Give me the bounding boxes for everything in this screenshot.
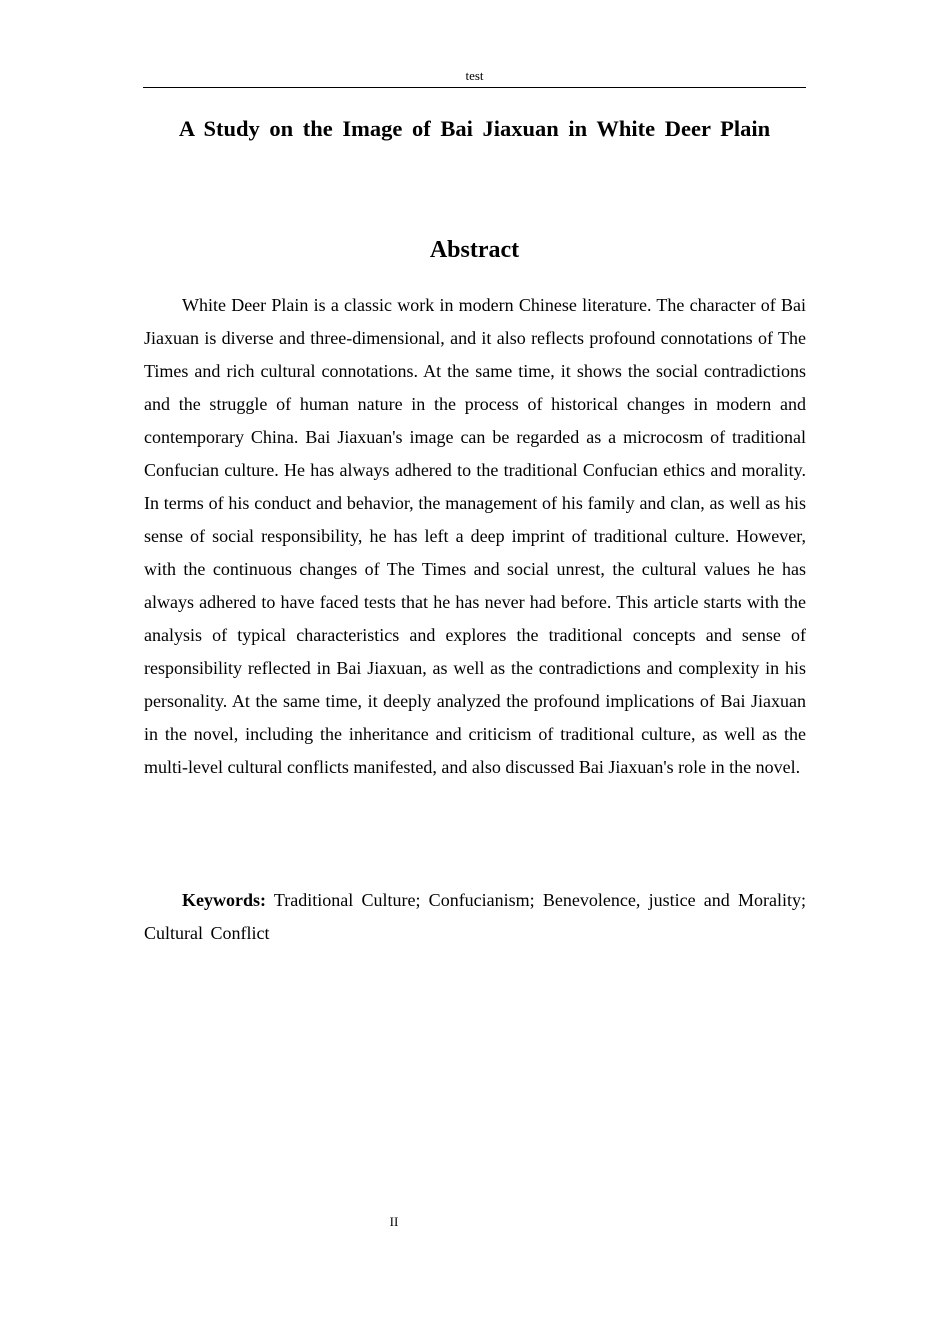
- running-head: test: [465, 68, 484, 83]
- page-header: [143, 68, 806, 88]
- abstract-heading: Abstract: [429, 237, 520, 263]
- abstract-body: White Deer Plain is a classic work in modern Chinese literature. The character of Bai Jiaxuan is diverse and three-dimensional, and it also reflects profound connotations of The Times and rich cultural connotations. At the same time, it shows the social contradictions and the struggle of human nature in the process of historical changes in modern and contemporary China. Bai Jiaxuan's image can be regarded as a microcosm of traditional Confucian culture. He has always adhered to the traditional Confucian ethics and morality. In terms of his conduct and behavior, the management of his family and clan, as well as his sense of social responsibility, he has left a deep imprint of traditional culture. However, with the continuous changes of The Times and social unrest, the cultural values he has always adhered to have faced tests that he has never had before. This article starts with the analysis of typical characteristics and explores the traditional concepts and sense of responsibility reflected in Bai Jiaxuan, as well as the contradictions and complexity in his personality. At the same time, it deeply analyzed the profound implications of Bai Jiaxuan in the novel, including the inheritance and criticism of traditional culture, as well as the multi-level cultural conflicts manifested, and also discussed Bai Jiaxuan's role in the novel.: [144, 295, 806, 777]
- keywords-list: Traditional Culture; Confucianism; Benevolence, justice and Morality; Cultural Conflict: [144, 890, 806, 943]
- keywords-label: Keywords:: [182, 890, 266, 910]
- page-number: II: [389, 1214, 399, 1229]
- paper-title: A Study on the Image of Bai Jiaxuan in White Deer Plain: [178, 116, 771, 141]
- keywords-paragraph: [144, 884, 806, 950]
